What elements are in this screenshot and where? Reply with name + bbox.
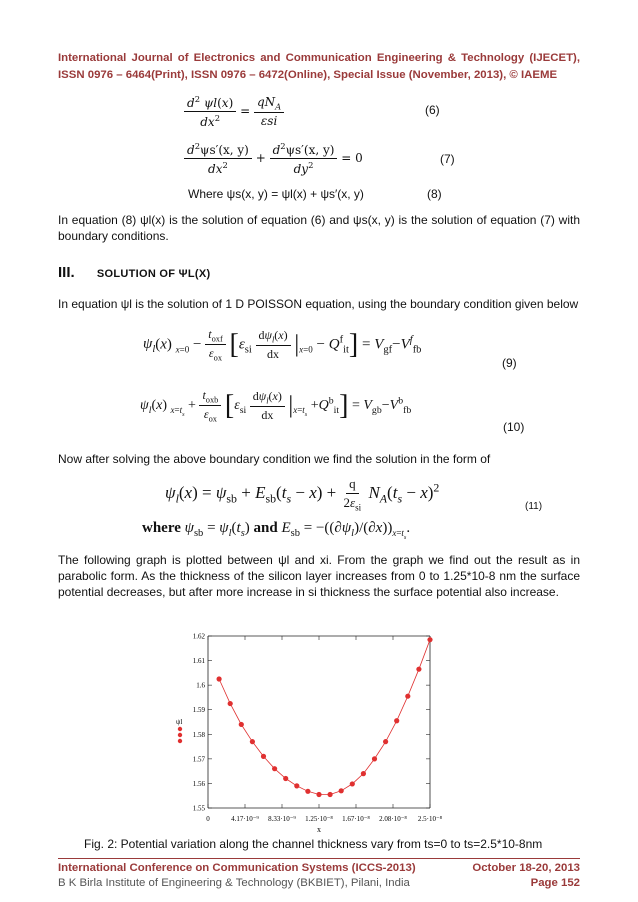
equation-7: $\frac{d^2\psi s'(x, y)}{dx^2}$ + $\frac{d^2\psi s'(x, y)}{dy^2}$ = 0 bbox=[184, 141, 363, 176]
equation-9-number: (9) bbox=[502, 356, 517, 370]
chart-legend-marker bbox=[178, 733, 182, 737]
equation-6: $\frac{d^2 \psi l(x)}{dx^2}$ = $\frac{qN_A}{\text{εsi}}$ bbox=[184, 94, 284, 129]
section-number: III. bbox=[58, 264, 75, 281]
chart-x-tick-label: 8.33·10⁻⁹ bbox=[268, 815, 296, 823]
section-title: SOLUTION OF ΨL(X) bbox=[96, 268, 211, 280]
chart-legend-marker bbox=[178, 727, 182, 731]
footer-conference: International Conference on Communication Systems (ICCS-2013) bbox=[58, 862, 416, 874]
section-heading bbox=[58, 264, 210, 281]
equation-10-number: (10) bbox=[503, 420, 525, 434]
chart-y-tick-label: 1.58 bbox=[192, 730, 205, 739]
chart-point bbox=[250, 739, 255, 744]
footer-rule bbox=[58, 858, 580, 859]
footer-page: Page 152 bbox=[530, 877, 580, 889]
paragraph-solution: Now after solving the above boundary condition we find the solution in the form of bbox=[58, 452, 491, 466]
chart-point bbox=[239, 722, 244, 727]
equation-9: $\psi_l(x) _{x=0}$ − $\frac{t_{oxf}}{\varepsilon_{ox}}$ [$\varepsilon_{si}$ $\frac{d\psi_l(x)}{dx}$ $|_{x=0} - Q^f_{it}] = V_{gf}-V^f_{fb}$ bbox=[143, 327, 422, 363]
equation-10: $\psi_l(x) _{x=t_s}$ + $\frac{t_{oxb}}{\varepsilon_{ox}}$ [$\varepsilon_{si}$ $\frac{d\psi_l(x)}{dx}$ $|_{x=t_s} +Q^b_{it}] = V_{gb}-V^b_{fb}$ bbox=[140, 388, 412, 424]
equation-11: $\psi_l(x) = \psi_{sb} + E_{sb}(t_s - x)$ + $\frac{q}{2\varepsilon_{si}}$ $N_A(t_s - x)^2$ bbox=[165, 476, 440, 513]
chart-legend-marker bbox=[178, 739, 182, 743]
chart-point bbox=[328, 792, 333, 797]
chart-y-tick-label: 1.61 bbox=[192, 657, 205, 666]
paragraph-poisson: In equation ψl is the solution of 1 D POISSON equation, using the boundary condition given below bbox=[58, 297, 579, 311]
chart-point bbox=[350, 781, 355, 786]
chart-point bbox=[405, 694, 410, 699]
chart-point bbox=[383, 739, 388, 744]
chart-y-tick-label: 1.55 bbox=[192, 804, 205, 813]
chart-point bbox=[294, 783, 299, 788]
chart-series-line bbox=[219, 640, 430, 795]
chart-series-points bbox=[217, 637, 433, 797]
chart-point bbox=[305, 789, 310, 794]
chart-y-tick-label: 1.62 bbox=[192, 632, 205, 641]
chart-point bbox=[283, 776, 288, 781]
chart-point bbox=[394, 718, 399, 723]
equation-7-number: (7) bbox=[440, 152, 455, 166]
chart-x-tick-label: 1.67·10⁻⁸ bbox=[342, 815, 370, 823]
chart-point bbox=[217, 676, 222, 681]
chart-point bbox=[427, 637, 432, 642]
journal-header-line2: ISSN 0976 – 6464(Print), ISSN 0976 – 6472(Online), Special Issue (November, 2013), © IAEME bbox=[58, 69, 558, 81]
chart-point bbox=[261, 754, 266, 759]
chart-point bbox=[272, 766, 277, 771]
chart-grid bbox=[208, 636, 430, 808]
chart-legend bbox=[176, 718, 182, 743]
chart-x-tick-label: 4.17·10⁻⁹ bbox=[231, 815, 259, 823]
chart-y-tick-label: 1.57 bbox=[192, 755, 205, 764]
chart-y-tick-label: 1.59 bbox=[192, 706, 205, 715]
chart-x-tick-label: 2.5·10⁻⁸ bbox=[417, 815, 443, 823]
chart-x-tick-label: 1.25·10⁻⁸ bbox=[305, 815, 333, 823]
chart-point bbox=[372, 756, 377, 761]
journal-header-line1: International Journal of Electronics and Communication Engineering & Technology (IJECET), bbox=[58, 52, 580, 64]
footer-institute: B K Birla Institute of Engineering & Technology (BKBIET), Pilani, India bbox=[58, 877, 410, 889]
chart-point bbox=[228, 701, 233, 706]
chart-point bbox=[316, 792, 321, 797]
chart-y-tick-label: 1.6 bbox=[196, 681, 205, 690]
chart-x-tick-label: 2.08·10⁻⁸ bbox=[379, 815, 407, 823]
chart-point bbox=[361, 771, 366, 776]
footer-date: October 18-20, 2013 bbox=[472, 862, 580, 874]
chart-x-tick-label: 0 bbox=[206, 815, 210, 823]
chart-ticks bbox=[193, 633, 443, 824]
figure-caption: Fig. 2: Potential variation along the channel thickness vary from ts=0 to ts=2.5*10-8nm bbox=[84, 837, 543, 851]
equation-11-where: where $\psi_{sb} = \psi_l(t_s)$ and $E_{sb} = -((\partial\psi_l)/(\partial x))_{x=t_s}$. bbox=[142, 520, 411, 541]
paragraph-equation-8: In equation (8) ψl(x) is the solution of equation (6) and ψs(x, y) is the solution of equation (7) with boundary conditions. bbox=[58, 213, 580, 243]
chart-y-tick-label: 1.56 bbox=[192, 779, 205, 788]
equation-8-number: (8) bbox=[427, 187, 442, 201]
chart-point bbox=[416, 667, 421, 672]
chart-point bbox=[339, 788, 344, 793]
paragraph-graph-discussion: The following graph is plotted between ψl and xi. From the graph we find out the result as in parabolic form. As the thickness of the silicon layer increases from 0 to 1.25*10-8 nm the surface potential decreases, but after more increase in si thickness the surface potential also increase. bbox=[58, 553, 580, 599]
equation-11-number: (11) bbox=[525, 501, 543, 512]
chart-y-label: ψl bbox=[176, 718, 183, 726]
chart-x-label: x bbox=[317, 825, 321, 834]
equation-8: Where ψs(x, y) = ψl(x) + ψs′(x, y) bbox=[188, 187, 364, 201]
equation-6-number: (6) bbox=[425, 103, 440, 117]
